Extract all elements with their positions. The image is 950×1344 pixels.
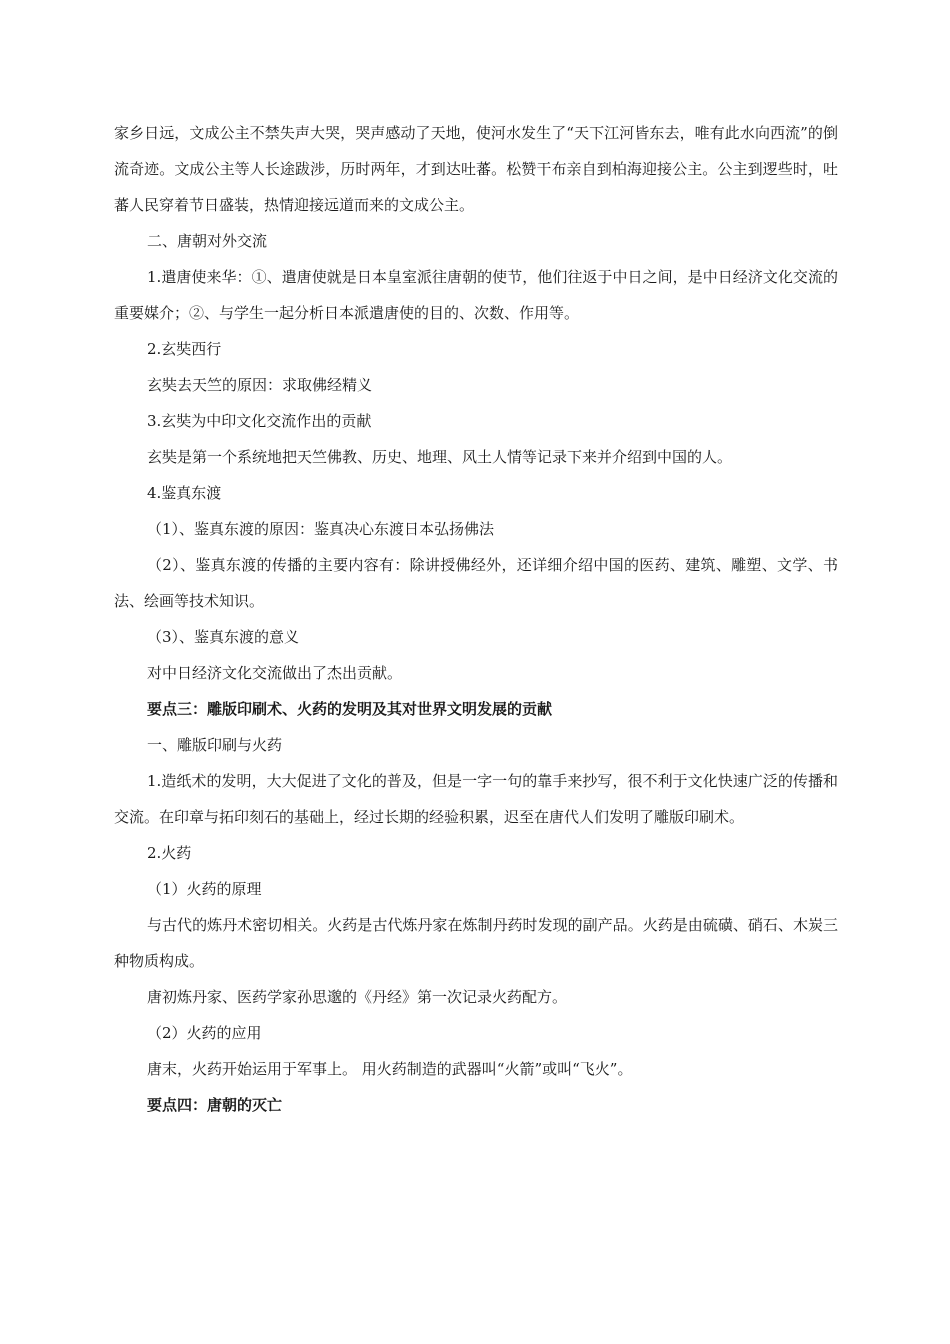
key-point-four-heading: 要点四：唐朝的灭亡 [147,1096,283,1114]
paragraph-jianzhen-significance: 对中日经济文化交流做出了杰出贡献。 [147,664,403,682]
paragraph-xuanzang-contribution: 玄奘是第一个系统地把天竺佛教、历史、地理、风土人情等记录下来并介绍到中国的人。 [147,448,733,466]
subheading-gunpowder: 2.火药 [147,844,192,862]
subheading-xuanzang: 2.玄奘西行 [147,340,222,358]
key-point-three-heading: 要点三：雕版印刷术、火药的发明及其对世界文明发展的贡献 [147,700,553,718]
subheading-xuanzang-contribution: 3.玄奘为中印文化交流作出的贡献 [147,412,372,430]
subheading-gunpowder-principle: （1）火药的原理 [147,880,262,898]
subheading-jianzhen-significance: （3）、鉴真东渡的意义 [147,628,300,646]
paragraph-japanese-envoys: 1.遣唐使来华：①、遣唐使就是日本皇室派往唐朝的使节，他们往返于中日之间，是中日经济文化交流的重要媒介；②、与学生一起分析日本派遣唐使的目的、次数、作用等。 [114,268,838,322]
section-heading-printing-gunpowder: 一、雕版印刷与火药 [147,736,283,754]
paragraph-sun-simiao: 唐初炼丹家、医药学家孙思邈的《丹经》第一次记录火药配方。 [147,988,568,1006]
paragraph-jianzhen-content: （2）、鉴真东渡的传播的主要内容有：除讲授佛经外，还详细介绍中国的医药、建筑、雕塑、文学、书法、绘画等技术知识。 [114,556,838,610]
document-body [114,115,838,1123]
subheading-gunpowder-application: （2）火药的应用 [147,1024,262,1042]
paragraph-xuanzang-reason: 玄奘去天竺的原因：求取佛经精义 [147,376,373,394]
paragraph-wencheng-journey: 家乡日远，文成公主不禁失声大哭，哭声感动了天地，使河水发生了“天下江河皆东去，唯有此水向西流”的倒流奇迹。文成公主等人长途跋涉，历时两年，才到达吐蕃。松赞干布亲自到柏海迎接公主。公主到逻些时，吐蕃人民穿着节日盛装，热情迎接远道而来的文成公主。 [114,124,838,214]
paragraph-printing: 1.造纸术的发明，大大促进了文化的普及，但是一字一句的靠手来抄写，很不利于文化快速广泛的传播和交流。在印章与拓印刻石的基础上，经过长期的经验积累，迟至在唐代人们发明了雕版印刷术。 [114,772,838,826]
paragraph-jianzhen-reason: （1）、鉴真东渡的原因：鉴真决心东渡日本弘扬佛法 [147,520,495,538]
section-heading-foreign-exchange: 二、唐朝对外交流 [147,232,268,250]
subheading-jianzhen: 4.鉴真东渡 [147,484,222,502]
paragraph-gunpowder-principle: 与古代的炼丹术密切相关。火药是古代炼丹家在炼制丹药时发现的副产品。火药是由硫磺、硝石、木炭三种物质构成。 [114,916,838,970]
paragraph-gunpowder-application: 唐末，火药开始运用于军事上。 用火药制造的武器叫“火箭”或叫“飞火”。 [147,1060,633,1078]
